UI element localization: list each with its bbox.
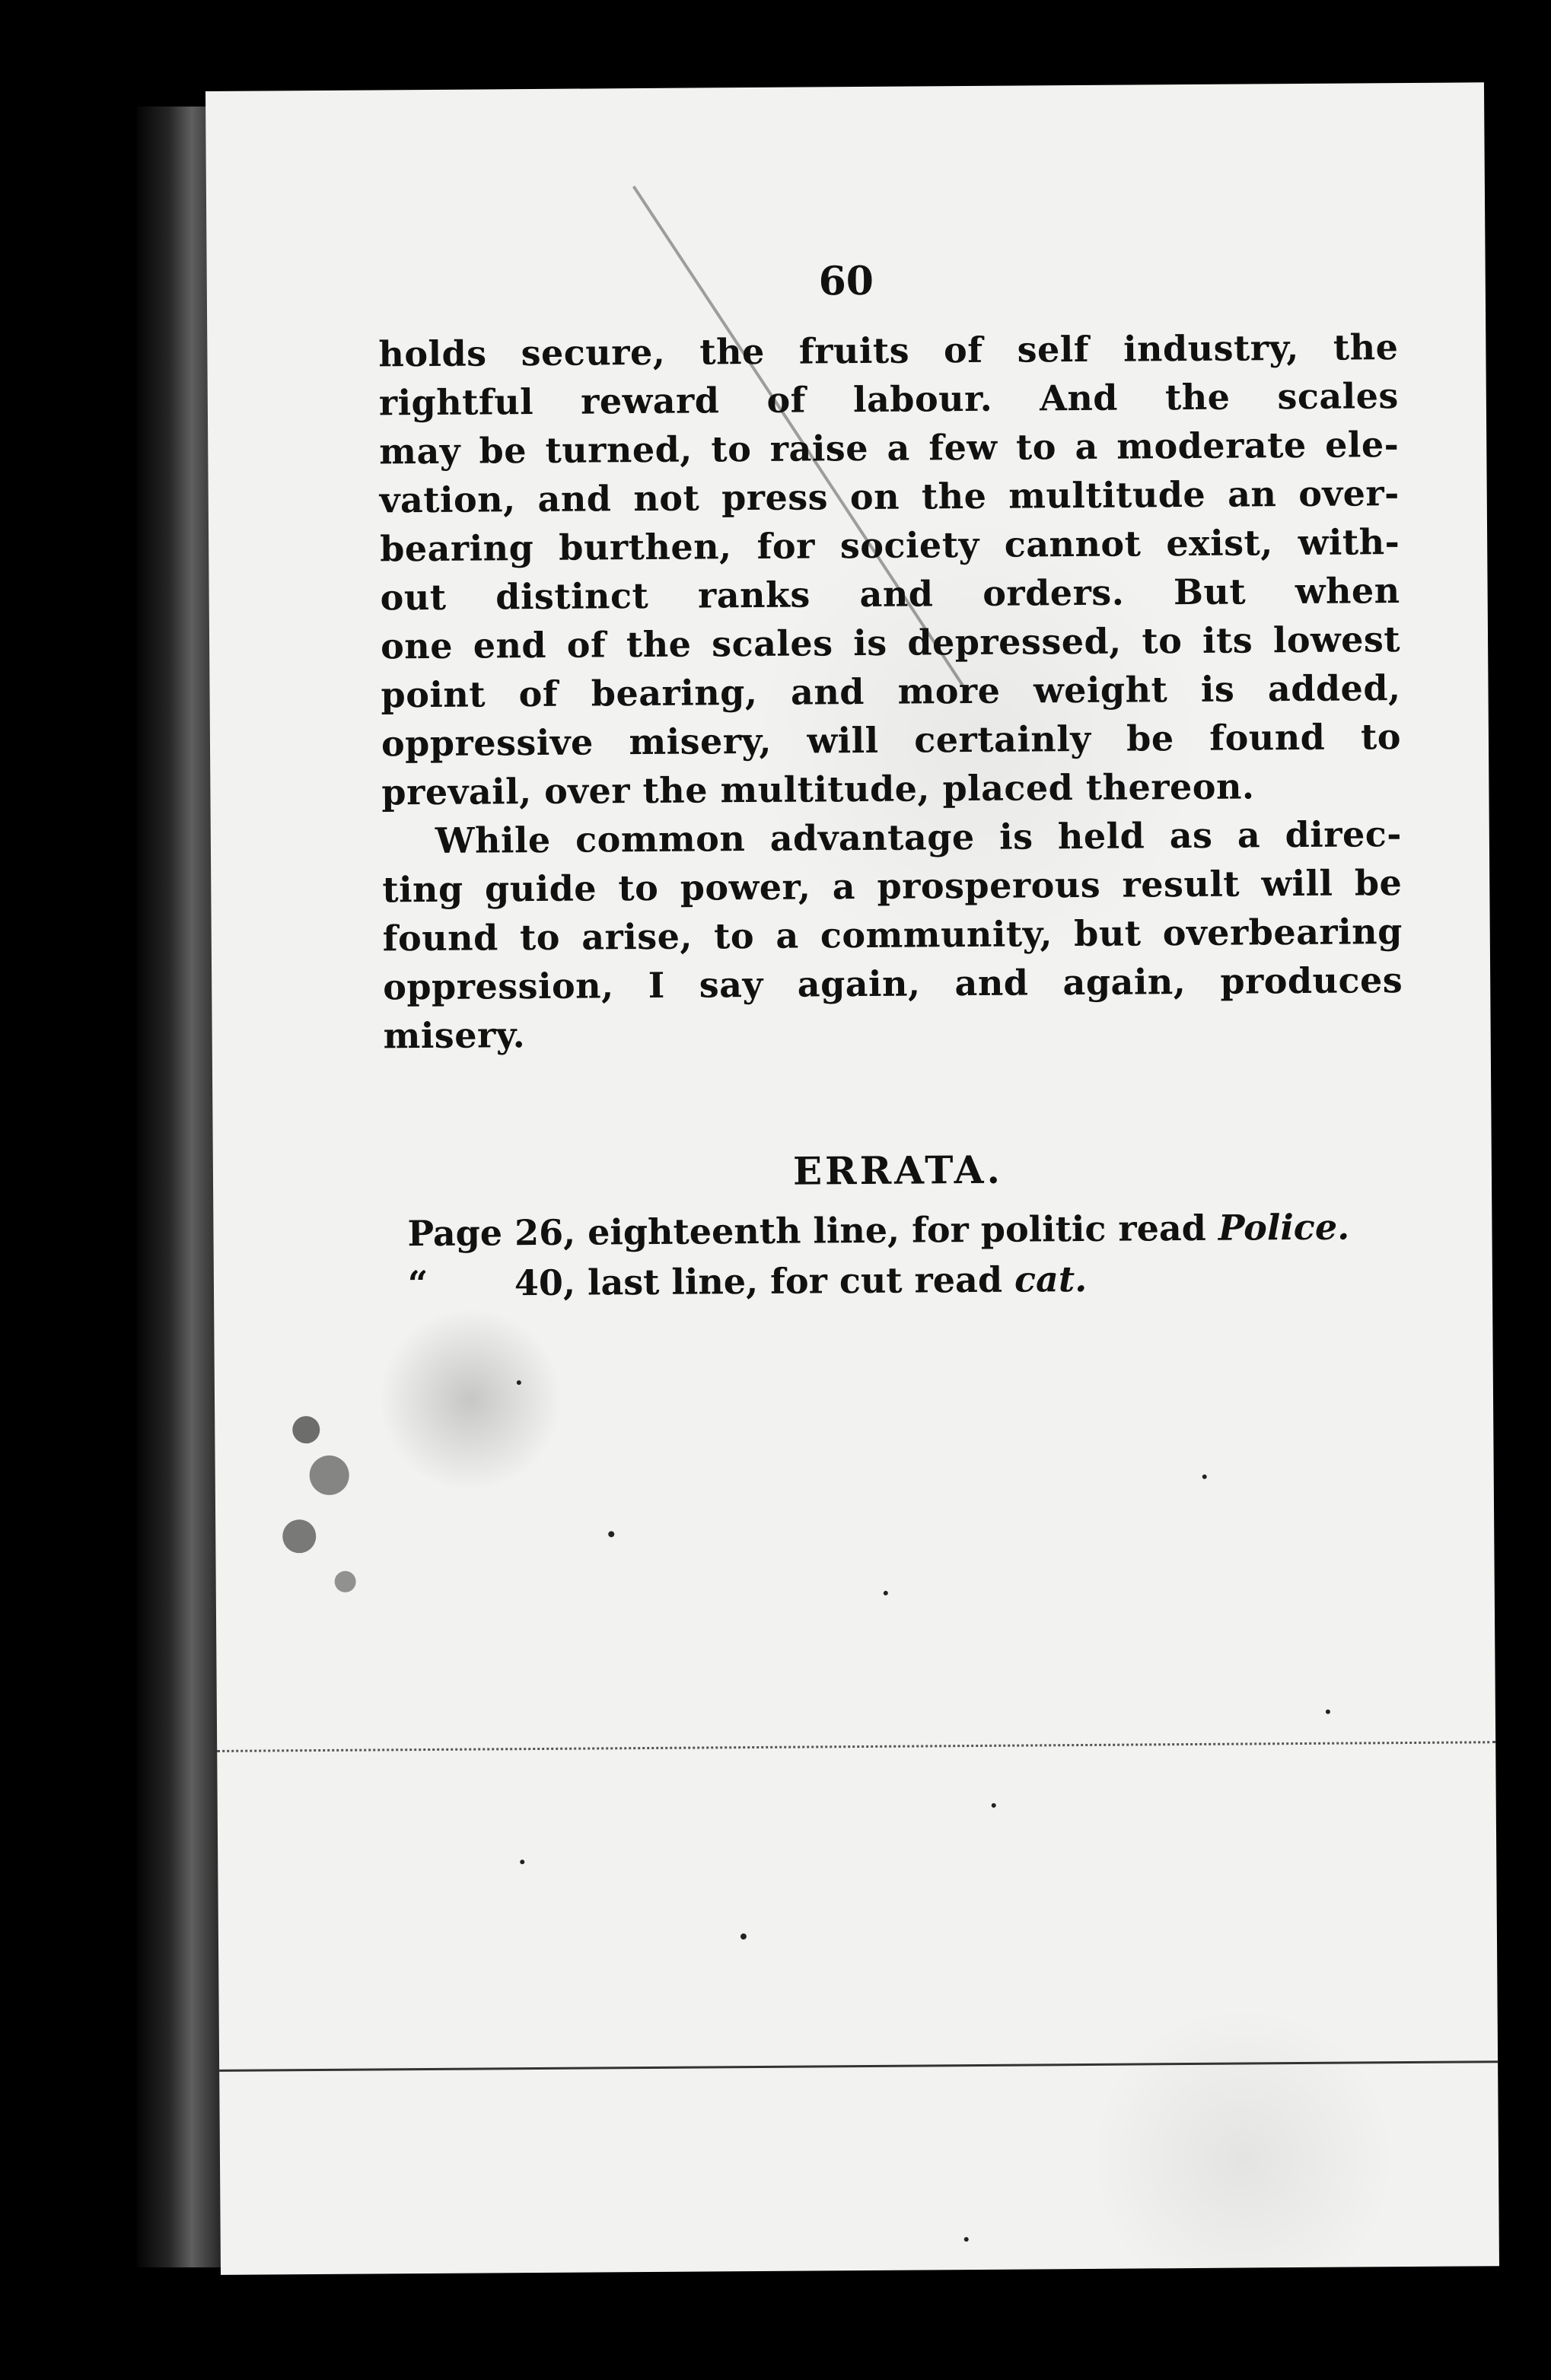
text-line: rightful reward of labour. And the scales <box>378 375 1400 424</box>
text-line: oppression, I say again, and again, produces <box>383 959 1403 1008</box>
book-page <box>205 82 1499 2275</box>
text-line: vation, and not press on the multitude an over- <box>379 473 1400 521</box>
errata-correction: Police. <box>1218 1206 1350 1249</box>
text-line: point of bearing, and more weight is added, <box>381 667 1401 716</box>
errata-list <box>407 1201 1428 1309</box>
page-bottom-rule <box>219 2060 1498 2072</box>
text-line: holds secure, the fruits of self industry, the <box>378 326 1399 375</box>
text-line: bearing burthen, for society cannot exist, with- <box>380 521 1400 570</box>
text-line: found to arise, to a community, but overbearing <box>382 911 1403 959</box>
text-line: While common advantage is held as a direc- <box>435 813 1403 861</box>
text-line: out distinct ranks and orders. But when <box>380 570 1400 619</box>
body-text <box>378 323 1403 1060</box>
errata-prefix: Page 26, <box>407 1211 576 1255</box>
text-line: prevail, over the multitude, placed thereon. <box>381 765 1255 813</box>
text-line: misery. <box>383 1014 526 1057</box>
errata-text: 40, last line, for cut read <box>514 1258 1015 1304</box>
text-line: may be turned, to raise a few to a moderate ele- <box>379 424 1400 473</box>
errata-item <box>408 1252 1428 1309</box>
errata-heading: ERRATA. <box>792 1147 1004 1194</box>
errata-text: eighteenth line, for politic read <box>575 1207 1219 1253</box>
errata-item <box>407 1201 1427 1258</box>
text-line: ting guide to power, a prosperous result will be <box>382 862 1403 911</box>
text-line: one end of the scales is depressed, to its lowest <box>380 619 1401 667</box>
page-number: 60 <box>818 257 874 305</box>
errata-correction: cat. <box>1014 1258 1088 1300</box>
page-fold-line <box>217 1741 1495 1752</box>
ditto-mark: “ <box>407 1262 428 1305</box>
text-line: oppressive misery, will certainly be found to <box>381 716 1402 765</box>
